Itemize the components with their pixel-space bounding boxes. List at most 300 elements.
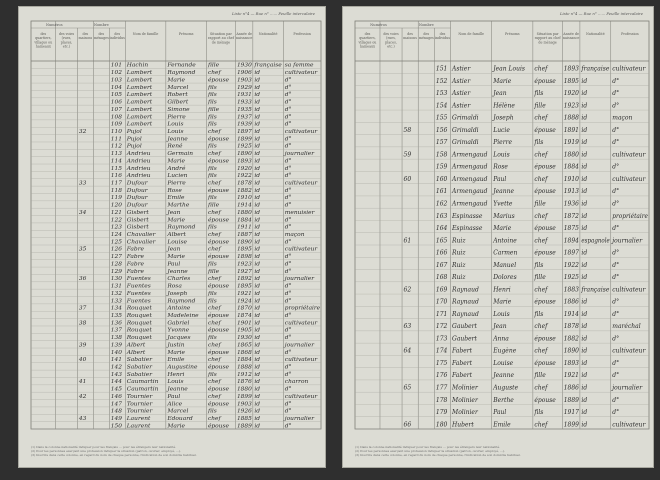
table-cell: id <box>581 310 588 318</box>
table-cell: id <box>254 276 260 283</box>
table-cell: cultivateur <box>612 175 646 183</box>
table-cell: d° <box>612 188 620 196</box>
table-cell: 159 <box>435 163 448 171</box>
table-cell: Simone <box>167 106 190 113</box>
table-cell: Gisbert <box>126 209 149 216</box>
table-cell: épouse <box>207 239 230 246</box>
table-cell: id <box>581 102 588 110</box>
table-cell: Carmen <box>493 249 518 257</box>
table-cell: Louise <box>493 359 514 367</box>
table-cell: 1880 <box>236 386 253 393</box>
table-cell: 1868 <box>236 349 253 356</box>
table-cell: Pujol <box>126 136 142 143</box>
table-cell: 1897 <box>236 128 253 135</box>
table-cell: maréchal <box>612 323 641 331</box>
table-cell: Jeanne <box>493 188 515 196</box>
table-cell: id <box>254 239 260 246</box>
table-cell: 43 <box>78 416 87 423</box>
table-cell: 1922 <box>236 173 253 180</box>
table-cell: d° <box>612 200 620 208</box>
table-cell: épouse <box>207 158 230 165</box>
table-cell: chef <box>207 180 221 187</box>
table-cell: 1917 <box>563 409 580 417</box>
table-cell: 1882 <box>236 187 253 194</box>
table-cell: Paul <box>167 393 181 400</box>
table-cell: d° <box>284 254 292 261</box>
table-cell: épouse <box>207 386 230 393</box>
table-cell: fils <box>207 173 217 180</box>
table-cell: Rose <box>167 187 182 194</box>
table-cell: Rosa <box>167 283 182 290</box>
table-cell: Lambert <box>126 121 153 128</box>
table-cell: 1889 <box>563 396 580 404</box>
table-cell: fille <box>207 62 220 69</box>
table-cell: épouse <box>207 423 230 430</box>
table-cell: d° <box>284 290 292 297</box>
table-cell: chef <box>534 65 548 73</box>
table-cell: épouse <box>207 217 230 224</box>
table-cell: Albert <box>126 342 146 349</box>
column-header: maisons <box>403 36 417 41</box>
table-cell: 128 <box>110 261 123 268</box>
table-cell: Jean <box>493 90 507 98</box>
table-cell: 1911 <box>236 224 252 231</box>
table-cell: d° <box>284 77 292 84</box>
table-cell: 142 <box>110 364 123 371</box>
table-cell: Augustine <box>167 364 198 371</box>
table-cell: Gabriel <box>167 320 190 327</box>
table-cell: d° <box>284 298 292 305</box>
table-cell: id <box>254 84 260 91</box>
column-header: places, <box>385 40 397 45</box>
column-header: ménages <box>418 36 434 41</box>
table-cell: Berthe <box>493 396 514 404</box>
table-cell: id <box>581 323 588 331</box>
table-cell: cultivateur <box>284 320 318 327</box>
table-cell: Fabre <box>126 268 144 275</box>
column-header: Nationalité <box>585 32 605 36</box>
table-cell: d° <box>284 195 292 202</box>
table-cell: 174 <box>435 347 448 355</box>
left-page <box>18 6 326 468</box>
table-cell: fille <box>207 106 220 113</box>
table-cell: 40 <box>78 357 87 364</box>
table-cell: 1914 <box>563 310 580 318</box>
table-cell: Lambert <box>126 84 153 91</box>
table-cell: id <box>254 349 260 356</box>
table-cell: Rouquet <box>126 305 152 312</box>
table-cell: 36 <box>78 276 87 283</box>
table-cell: journalier <box>284 342 315 349</box>
table-cell: 1884 <box>236 357 253 364</box>
table-cell: id <box>581 114 588 122</box>
table-cell: d° <box>612 225 620 233</box>
table-cell: propriétaire <box>612 212 649 220</box>
table-cell: fils <box>207 290 217 297</box>
footnote-line: (2) Pour les personnes exerçant une profession indiquer la situation (patron, ouvrier, employé, ...). <box>355 449 505 453</box>
table-cell: 1914 <box>236 202 253 209</box>
table-cell: d° <box>284 99 292 106</box>
table-cell: id <box>254 136 260 143</box>
table-cell: id <box>254 379 260 386</box>
table-cell: 150 <box>110 423 123 430</box>
table-cell: 101 <box>110 62 123 69</box>
table-cell: d° <box>284 217 292 224</box>
table-cell: 122 <box>110 217 123 224</box>
column-header: maisons <box>78 36 93 41</box>
table-cell: Armengaud <box>452 163 488 171</box>
table-cell: Andrieu <box>126 165 151 172</box>
table-cell: 129 <box>110 268 123 275</box>
table-cell: 132 <box>110 290 123 297</box>
table-cell: fille <box>207 202 220 209</box>
table-cell: 175 <box>435 359 448 367</box>
table-cell: 173 <box>435 335 448 343</box>
table-cell: id <box>254 364 260 371</box>
table-cell: 141 <box>110 357 123 364</box>
column-header: ménages <box>93 36 109 41</box>
table-cell: 167 <box>435 261 448 269</box>
table-cell: 1920 <box>563 90 580 98</box>
table-cell: 1893 <box>563 359 580 367</box>
table-cell: Fernande <box>167 62 196 69</box>
table-cell: Pujol <box>126 128 142 135</box>
column-header: des <box>407 32 414 36</box>
table-cell: épouse <box>534 396 556 404</box>
table-cell: id <box>581 90 588 98</box>
column-header: des <box>82 32 89 36</box>
table-cell: d° <box>284 114 292 121</box>
table-cell: journalier <box>612 384 643 392</box>
table-cell: Laurent <box>126 423 151 430</box>
table-cell: cultivateur <box>612 65 646 73</box>
table-cell: 133 <box>110 298 123 305</box>
table-cell: fille <box>534 372 546 380</box>
table-cell: Marie <box>167 217 186 224</box>
table-cell: 1897 <box>563 249 580 257</box>
table-cell: épouse <box>207 77 230 84</box>
table-cell: id <box>254 77 260 84</box>
table-cell: Tournier <box>126 393 153 400</box>
table-cell: Edouard <box>167 416 193 423</box>
table-cell: Andrieu <box>126 151 151 158</box>
table-cell: Louis <box>167 128 184 135</box>
table-cell: 1910 <box>236 195 253 202</box>
table-cell: Joseph <box>493 114 514 122</box>
table-cell: d° <box>612 163 620 171</box>
table-cell: 161 <box>435 188 448 196</box>
column-header: places, <box>60 40 73 45</box>
column-header: etc.) <box>387 44 395 49</box>
table-cell: d° <box>612 102 620 110</box>
table-cell: d° <box>284 202 292 209</box>
table-cell: d° <box>284 268 292 275</box>
table-cell: 1930 <box>236 62 253 69</box>
table-cell: 1939 <box>236 121 253 128</box>
table-cell: 164 <box>435 225 448 233</box>
table-cell: 1923 <box>563 102 580 110</box>
table-cell: d° <box>284 408 292 415</box>
table-cell: 121 <box>110 209 123 216</box>
table-cell: 1936 <box>563 200 580 208</box>
table-cell: Pujol <box>126 143 142 150</box>
table-cell: 171 <box>435 310 448 318</box>
table-cell: Robert <box>167 92 188 99</box>
table-cell: id <box>254 416 260 423</box>
table-cell: fille <box>534 102 546 110</box>
table-cell: id <box>581 225 588 233</box>
table-cell: Fuentes <box>126 298 151 305</box>
table-cell: Caumartin <box>126 379 159 386</box>
table-cell: 160 <box>435 175 448 183</box>
table-cell: fils <box>534 261 544 269</box>
table-cell: Fuentes <box>126 283 151 290</box>
table-cell: espagnole <box>581 237 611 245</box>
table-cell: chef <box>207 232 221 239</box>
column-header: Situation par <box>536 32 559 36</box>
table-cell: française <box>254 62 282 69</box>
table-cell: Alice <box>167 401 183 408</box>
column-header: naissance <box>235 36 253 41</box>
table-cell: chef <box>207 276 221 283</box>
table-cell: chef <box>534 114 548 122</box>
table-cell: chef <box>534 151 548 159</box>
table-cell: 118 <box>110 187 123 194</box>
table-cell: 111 <box>110 136 123 143</box>
table-cell: id <box>254 261 260 268</box>
table-cell: fils <box>207 165 217 172</box>
table-cell: 1890 <box>236 239 253 246</box>
table-cell: épouse <box>534 126 556 134</box>
table-cell: fils <box>207 99 217 106</box>
table-cell: id <box>254 408 260 415</box>
table-cell: Gilbert <box>167 99 189 106</box>
table-cell: 166 <box>435 249 448 257</box>
table-cell: 1884 <box>563 163 580 171</box>
table-cell: Ruiz <box>452 274 466 282</box>
table-cell: id <box>581 212 588 220</box>
table-cell: Molinier <box>452 409 478 417</box>
table-cell: chef <box>207 342 221 349</box>
column-header: Situation par <box>209 32 232 36</box>
table-cell: d° <box>612 310 620 318</box>
left-register-table <box>19 7 326 468</box>
table-cell: 1894 <box>563 237 580 245</box>
table-cell: 38 <box>78 320 87 327</box>
table-cell: Marie <box>167 254 186 261</box>
table-cell: 1890 <box>563 347 580 355</box>
table-cell: 32 <box>78 128 87 135</box>
table-cell: d° <box>284 327 292 334</box>
table-cell: id <box>581 151 588 159</box>
table-cell: journalier <box>612 237 643 245</box>
column-header: Nationalité <box>258 32 278 36</box>
table-cell: d° <box>612 90 620 98</box>
table-cell: Marie <box>493 298 512 306</box>
table-cell: d° <box>284 349 292 356</box>
table-cell: 108 <box>110 114 123 121</box>
column-header: des voies <box>58 32 75 36</box>
table-cell: Tournier <box>126 408 153 415</box>
table-cell: fils <box>207 371 217 378</box>
table-cell: 149 <box>110 416 123 423</box>
table-cell: 151 <box>435 65 448 73</box>
table-cell: 1912 <box>236 371 253 378</box>
table-cell: 1886 <box>563 298 580 306</box>
table-cell: cultivateur <box>284 393 318 400</box>
table-cell: Fabert <box>452 347 473 355</box>
group-header: Nombre <box>93 23 109 27</box>
column-header: hameaux <box>359 44 376 49</box>
table-cell: 1893 <box>236 158 253 165</box>
table-cell: 178 <box>435 396 448 404</box>
table-cell: propriétaire <box>284 305 321 312</box>
column-header: des <box>40 32 47 36</box>
footnote-line: (3) Inscrire dans cette colonne, en regard du nom de chaque personne, l'indication de son domicile habituel. <box>355 453 521 457</box>
table-cell: Astier <box>452 90 471 98</box>
table-cell: id <box>254 195 260 202</box>
table-cell: id <box>254 128 260 135</box>
table-cell: 1892 <box>236 276 253 283</box>
table-cell: Justin <box>167 342 185 349</box>
table-cell: Sabatier <box>126 371 153 378</box>
table-cell: 1930 <box>236 335 253 342</box>
table-cell: Chavalier <box>126 232 156 239</box>
table-cell: Auguste <box>493 384 519 392</box>
table-cell: Pierre <box>167 114 186 121</box>
table-cell: Raynaud <box>452 298 479 306</box>
table-cell: chef <box>207 393 221 400</box>
table-cell: 109 <box>110 121 123 128</box>
table-cell: 1924 <box>236 298 253 305</box>
table-cell: Fuentes <box>126 290 151 297</box>
table-cell: id <box>254 393 260 400</box>
table-cell: épouse <box>207 401 230 408</box>
table-cell: 119 <box>110 195 123 202</box>
column-header: rapport au chef <box>534 36 561 41</box>
table-cell: Albert <box>167 232 186 239</box>
table-cell: Jean <box>493 323 507 331</box>
table-cell: 34 <box>78 209 87 216</box>
table-cell: d° <box>284 312 292 319</box>
table-cell: 113 <box>110 151 123 158</box>
table-cell: Espinasse <box>452 212 483 220</box>
table-cell: Gaubert <box>452 335 477 343</box>
table-cell: d° <box>612 261 620 269</box>
table-cell: Fabert <box>452 372 473 380</box>
table-cell: Lambert <box>126 99 153 106</box>
table-cell: d° <box>612 77 620 85</box>
table-cell: française <box>581 65 610 73</box>
column-header: villages ou <box>358 40 377 45</box>
table-cell: chef <box>207 70 221 77</box>
table-cell: id <box>581 77 588 85</box>
table-cell: fils <box>207 121 217 128</box>
table-cell: Fabre <box>126 261 144 268</box>
table-cell: 1890 <box>236 151 253 158</box>
column-header: des voies <box>383 32 399 36</box>
table-cell: 117 <box>110 180 123 187</box>
table-cell: épouse <box>534 163 556 171</box>
table-cell: d° <box>612 396 620 404</box>
table-cell: Marthe <box>167 202 190 209</box>
table-cell: Hachin <box>126 62 149 69</box>
table-cell: d° <box>284 239 292 246</box>
table-cell: id <box>581 249 588 257</box>
table-cell: Lucien <box>167 173 188 180</box>
column-header: etc.) <box>62 44 71 49</box>
table-cell: 135 <box>110 312 123 319</box>
table-cell: 1921 <box>236 290 252 297</box>
table-cell: id <box>581 200 588 208</box>
table-cell: Joseph <box>167 290 188 297</box>
footnote-line: (1) Dans la colonne nationalité indiquer pour les français ... pour les étrangers leur nationalité. <box>355 445 501 449</box>
table-cell: id <box>581 139 588 147</box>
table-cell: id <box>254 217 260 224</box>
table-cell: Anna <box>493 335 509 343</box>
table-cell: Astier <box>452 65 471 73</box>
table-cell: d° <box>284 364 292 371</box>
table-cell: fille <box>534 200 546 208</box>
table-cell: Andrieu <box>126 173 151 180</box>
table-cell: Dufour <box>126 195 148 202</box>
table-cell: Molinier <box>452 384 478 392</box>
table-cell: Marie <box>167 349 186 356</box>
table-cell: 1937 <box>236 114 253 121</box>
table-cell: 1929 <box>236 84 253 91</box>
table-cell: 123 <box>110 224 123 231</box>
table-cell: d° <box>284 401 292 408</box>
table-cell: 1875 <box>563 225 580 233</box>
table-cell: 179 <box>435 409 448 417</box>
table-cell: fils <box>207 298 217 305</box>
table-cell: 163 <box>435 212 448 220</box>
column-header: hameaux <box>35 44 51 49</box>
table-cell: 176 <box>435 372 448 380</box>
table-cell: id <box>254 224 260 231</box>
table-cell: fils <box>207 408 217 415</box>
table-cell: Hélène <box>493 102 515 110</box>
table-cell: 114 <box>110 158 123 165</box>
table-cell: Pierre <box>167 180 186 187</box>
table-cell: 1919 <box>563 139 580 147</box>
table-cell: 126 <box>110 246 123 253</box>
group-header: Nombre <box>418 23 434 27</box>
table-cell: chef <box>207 305 221 312</box>
table-cell: sa femme <box>284 62 314 69</box>
table-cell: Emile <box>167 357 185 364</box>
column-header: Prénoms <box>178 32 194 36</box>
table-cell: d° <box>284 136 292 143</box>
table-cell: 170 <box>435 298 448 306</box>
table-cell: 1898 <box>236 254 253 261</box>
table-cell: Laurent <box>126 416 151 423</box>
table-cell: 169 <box>435 286 448 294</box>
table-cell: id <box>581 409 588 417</box>
table-cell: Espinasse <box>452 225 483 233</box>
table-cell: d° <box>612 274 620 282</box>
table-cell: d° <box>612 249 620 257</box>
table-cell: Ruiz <box>452 237 466 245</box>
column-header: Profession <box>621 32 639 36</box>
table-cell: Marie <box>167 423 186 430</box>
table-cell: id <box>254 209 260 216</box>
table-cell: Louis <box>167 121 184 128</box>
table-cell: 124 <box>110 232 123 239</box>
table-cell: id <box>254 312 260 319</box>
table-cell: Lambert <box>126 92 153 99</box>
column-header: des <box>439 32 446 36</box>
